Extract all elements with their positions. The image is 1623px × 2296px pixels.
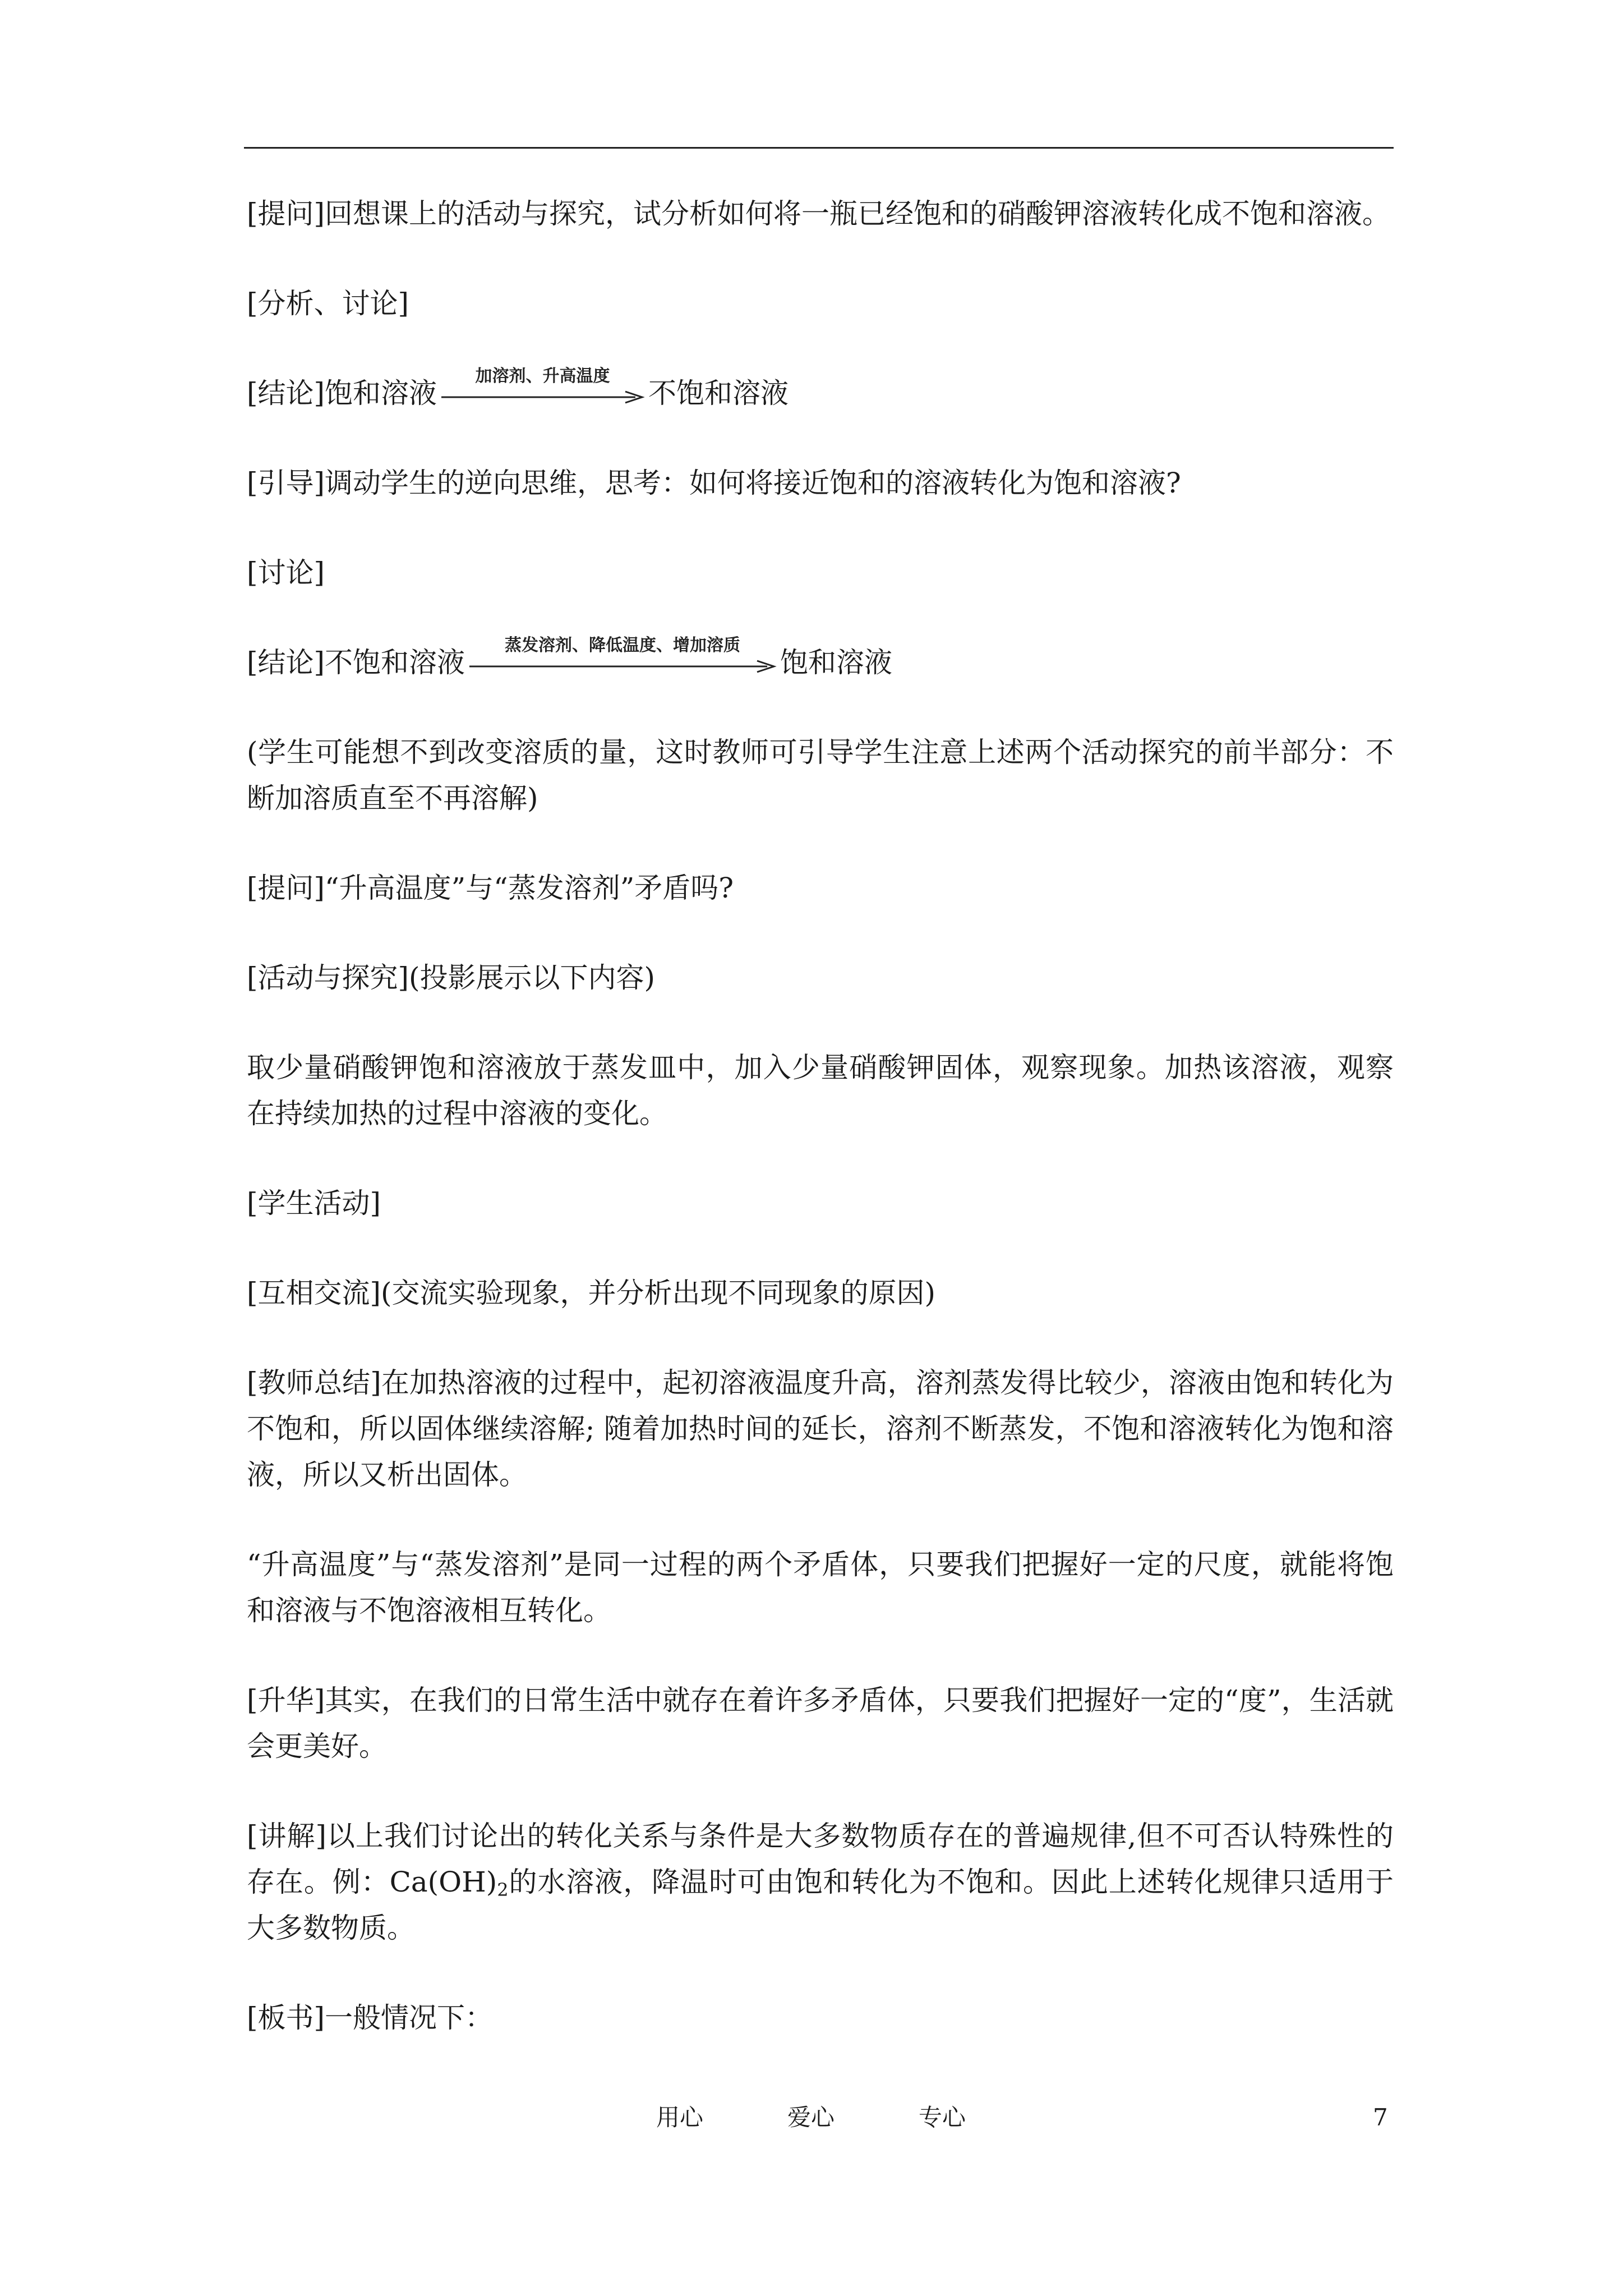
footer-motto-2: 爱心	[787, 2104, 835, 2131]
page-footer	[0, 2101, 1623, 2146]
conversion-arrow-2-condition: 蒸发溶剂、降低温度、增加溶质	[505, 636, 741, 655]
conclusion-2	[247, 636, 1394, 685]
formula-subscript: 2	[497, 1879, 509, 1901]
paragraph-board: [板书]一般情况下：	[247, 2001, 494, 2034]
paragraph-discussion: [讨论]	[247, 556, 325, 589]
paragraph-question-2: [提问]“升高温度”与“蒸发溶剂”矛盾吗?	[247, 872, 734, 904]
paragraph-student-activity: [学生活动]	[247, 1187, 381, 1220]
document-body	[247, 191, 1394, 2085]
footer-motto-1: 用心	[656, 2104, 704, 2131]
conversion-arrow-1-condition: 加溶剂、升高温度	[475, 366, 610, 386]
conclusion-1	[247, 366, 1394, 416]
paragraph-exchange: [互相交流](交流实验现象，并分析出现不同现象的原因)	[247, 1277, 936, 1309]
paragraph-note: (学生可能想不到改变溶质的量，这时教师可引导学生注意上述两个活动探究的前半部分：不断加溶质直至不再溶解)	[247, 736, 1394, 815]
conclusion-1-before: [结论]饱和溶液	[247, 377, 437, 409]
paragraph-guide: [引导]调动学生的逆向思维，思考：如何将接近饱和的溶液转化为饱和溶液?	[247, 467, 1181, 499]
conclusion-1-after: 不饱和溶液	[648, 377, 789, 409]
conversion-arrow-1	[440, 366, 645, 416]
paragraph-activity: [活动与探究](投影展示以下内容)	[247, 961, 656, 994]
page-number: 7	[1373, 2104, 1388, 2131]
paragraph-analysis: [分析、讨论]	[247, 287, 409, 320]
conclusion-2-after: 饱和溶液	[780, 646, 893, 679]
footer-motto-3: 专心	[919, 2104, 966, 2131]
explanation-after: 的水溶液，降温时可由饱和转化为不饱和。因此上述转化规律只适用于大多数物质。	[247, 1866, 1394, 1944]
conclusion-2-before: [结论]不饱和溶液	[247, 646, 465, 679]
paragraph-experiment: 取少量硝酸钾饱和溶液放于蒸发皿中，加入少量硝酸钾固体，观察现象。加热该溶液，观察在持续加热的过程中溶液的变化。	[247, 1051, 1394, 1130]
conversion-arrow-2	[468, 636, 777, 685]
footer-motto	[656, 2101, 966, 2134]
explanation-before: [讲解]以上我们讨论出的转化关系与条件是大多数物质存在的普遍规律,但不可否认特殊性的存在。例：Ca(OH)	[247, 1820, 1394, 1898]
paragraph-sublimation: [升华]其实，在我们的日常生活中就存在着许多矛盾体，只要我们把握好一定的“度”，生活就会更美好。	[247, 1684, 1394, 1763]
paragraph-explanation	[247, 1813, 1394, 1951]
header-rule	[244, 147, 1394, 149]
paragraph-question-1: [提问]回想课上的活动与探究，试分析如何将一瓶已经饱和的硝酸钾溶液转化成不饱和溶液。	[247, 197, 1391, 230]
paragraph-contradiction: “升高温度”与“蒸发溶剂”是同一过程的两个矛盾体，只要我们把握好一定的尺度，就能将饱和溶液与不饱溶液相互转化。	[247, 1548, 1394, 1627]
paragraph-teacher-summary: [教师总结]在加热溶液的过程中，起初溶液温度升高，溶剂蒸发得比较少，溶液由饱和转化为不饱和，所以固体继续溶解; 随着加热时间的延长，溶剂不断蒸发，不饱和溶液转化为饱和溶液，所以又析出固体。	[247, 1366, 1394, 1491]
